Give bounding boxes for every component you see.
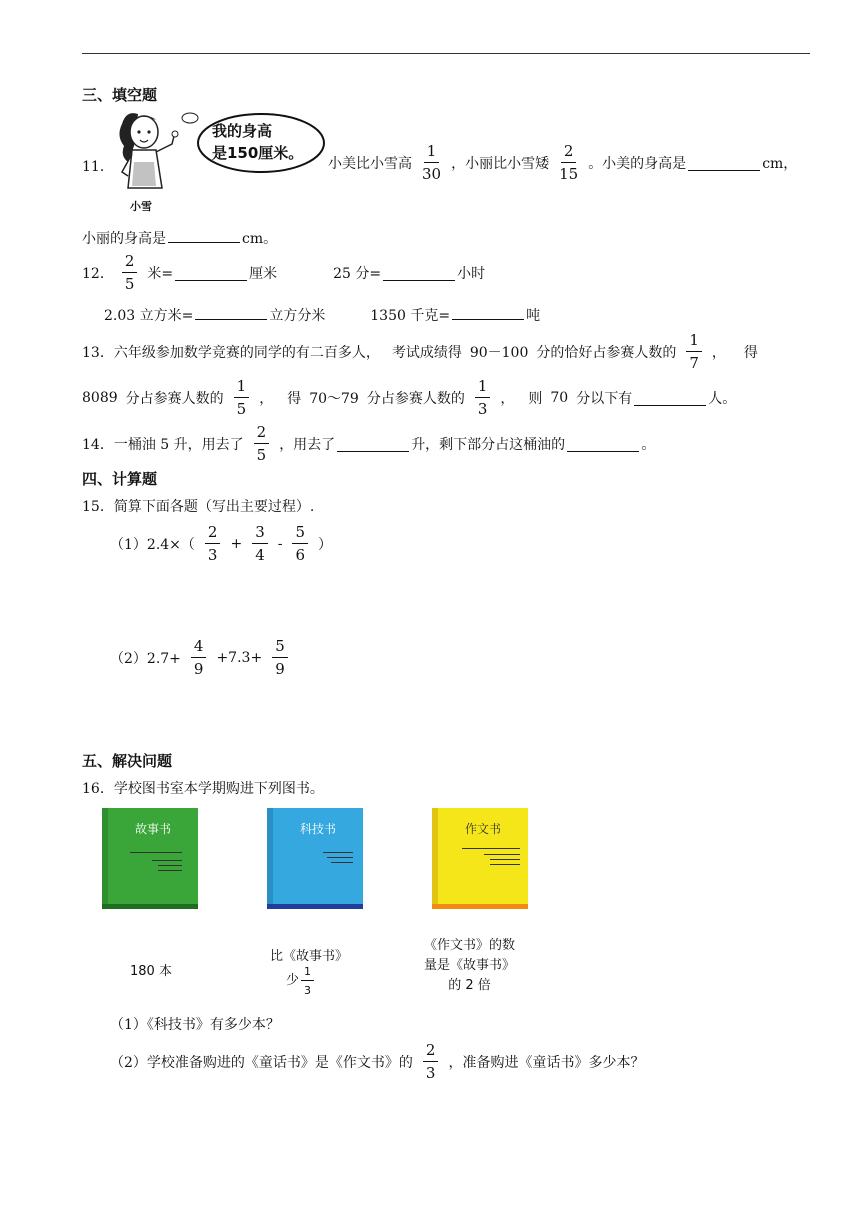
- q15-text: 简算下面各题（写出主要过程）.: [113, 499, 315, 515]
- q16-text: 学校图书室本学期购进下列图书。: [113, 781, 324, 797]
- caption-line: 《作文书》的数: [424, 938, 516, 953]
- book-story: [102, 808, 198, 908]
- q12-line-1: [82, 252, 485, 294]
- q12-text: 立方分米: [269, 308, 326, 324]
- q14-text: 一桶油 5 升，用去了: [113, 437, 244, 453]
- answer-blank[interactable]: [195, 305, 267, 320]
- denominator: 9: [193, 660, 204, 678]
- q13-text: 8089: [82, 390, 118, 406]
- fraction: [301, 966, 314, 996]
- numerator: 5: [272, 639, 288, 658]
- numerator: 2: [205, 525, 221, 544]
- book-bottom: [432, 904, 528, 909]
- numerator: 1: [686, 333, 702, 352]
- book-bottom: [267, 904, 363, 909]
- section-heading-calc: 四、计算题: [82, 470, 158, 488]
- fraction: [234, 379, 250, 417]
- fraction: [191, 639, 207, 677]
- q13-text: 考试成绩得: [391, 345, 462, 361]
- numerator: 1: [424, 144, 440, 163]
- numerator: 3: [252, 525, 268, 544]
- fraction: [272, 639, 288, 677]
- bubble-line-2: 是150厘米。: [212, 144, 304, 162]
- book-title: 故事书: [134, 822, 171, 836]
- header-rule: [82, 53, 810, 54]
- q11-text: cm，: [762, 156, 798, 172]
- caption-line: 的 2 倍: [448, 978, 491, 993]
- denominator: 30: [422, 165, 442, 183]
- operator: +7.3+: [216, 650, 263, 666]
- q12-text: 吨: [526, 308, 541, 324]
- q13-text: 人。: [708, 391, 737, 407]
- q16-number: 16．: [82, 781, 114, 797]
- q13-text: 分的恰好占参赛人数的: [536, 345, 677, 361]
- caption-composition: [424, 936, 515, 996]
- q11-text: cm。: [242, 231, 278, 247]
- numerator: 4: [191, 639, 207, 658]
- numerator: 2: [254, 425, 270, 444]
- book-title: 科技书: [299, 822, 336, 836]
- book-science: [267, 808, 363, 908]
- book-composition: [432, 808, 528, 908]
- q11-text: ，小丽比小雪矮: [451, 156, 550, 172]
- book-title: 作文书: [464, 822, 501, 836]
- denominator: 4: [255, 546, 265, 564]
- section-heading-solve: 五、解决问题: [82, 752, 173, 770]
- caption-text: 少: [286, 973, 300, 988]
- q13-line-1: [82, 330, 804, 374]
- denominator: 9: [275, 660, 285, 678]
- q13-text: 得: [743, 345, 758, 361]
- girl-name-label: 小雪: [130, 200, 152, 213]
- q11-line-2: [82, 228, 277, 248]
- q13-text: 分以下有: [576, 391, 633, 407]
- q13-text: 六年级参加数学竞赛的同学的有二百多人，: [113, 345, 380, 361]
- answer-blank[interactable]: [567, 437, 639, 452]
- fraction: [423, 1043, 439, 1081]
- q14-text: 。: [641, 437, 656, 453]
- q12-text: 厘米: [249, 266, 278, 282]
- q13-text: 70: [550, 390, 569, 406]
- q13-text: ，: [500, 391, 515, 407]
- numerator: 2: [561, 144, 577, 163]
- fraction: [205, 525, 221, 563]
- caption-story: 180 本: [130, 964, 172, 979]
- denominator: 15: [559, 165, 579, 183]
- fraction: [559, 144, 578, 182]
- girl-illustration: [108, 106, 200, 216]
- speech-bubble-text: [212, 120, 303, 164]
- caption-line: [270, 966, 348, 996]
- fraction: [475, 379, 491, 417]
- fraction: [122, 254, 138, 292]
- numerator: 2: [122, 254, 138, 273]
- denominator: 3: [207, 546, 218, 564]
- q12-text: 2.03 立方米=: [104, 308, 194, 324]
- answer-blank[interactable]: [452, 305, 524, 320]
- denominator: 3: [304, 984, 312, 997]
- q15-part-1: [110, 522, 332, 566]
- q12-line-2: [104, 305, 540, 325]
- numerator: 5: [292, 525, 308, 544]
- q16-text: ，准备购进《童话书》多少本？: [448, 1055, 645, 1071]
- q13-text: ，: [711, 345, 726, 361]
- q13-text: 70～79: [309, 391, 359, 407]
- answer-blank[interactable]: [383, 266, 455, 281]
- q12-text: 小时: [457, 266, 486, 282]
- q13-text: 得: [287, 391, 302, 407]
- denominator: 6: [295, 546, 306, 564]
- fraction: [252, 525, 268, 563]
- numerator: 1: [234, 379, 250, 398]
- q11-number: 11．: [82, 159, 114, 175]
- q13-text: 则: [528, 391, 543, 407]
- denominator: 3: [425, 1064, 436, 1082]
- q13-line-2: [82, 376, 736, 420]
- q11-text: 。小美的身高是: [588, 156, 687, 172]
- q11-text: 小丽的身高是: [82, 231, 166, 247]
- q13-text: 90－100: [469, 345, 529, 361]
- fraction: [422, 144, 441, 182]
- fraction: [254, 425, 270, 463]
- operator: -: [277, 536, 283, 552]
- denominator: 5: [236, 400, 247, 418]
- q16-stem: [82, 778, 324, 798]
- q15-p2-label: （2）2.7+: [110, 651, 181, 667]
- q15-p1-label: （1）2.4×（: [110, 537, 195, 553]
- q16-text: （2）学校准备购进的《童话书》是《作文书》的: [110, 1055, 413, 1071]
- q15-number: 15．: [82, 499, 114, 515]
- q14-line: [82, 422, 655, 466]
- answer-blank[interactable]: [337, 437, 409, 452]
- q11-text: 小美比小雪高: [328, 156, 412, 172]
- numerator: 2: [423, 1043, 439, 1062]
- book-bottom: [102, 904, 198, 909]
- q15-part-2: [110, 636, 298, 680]
- section-heading-fill: 三、填空题: [82, 86, 158, 104]
- caption-line: 比《故事书》: [270, 949, 349, 964]
- q13-text: ，: [259, 391, 274, 407]
- q12-text: 米=: [147, 266, 174, 282]
- operator: +: [230, 536, 243, 552]
- q13-text: 分占参赛人数的: [125, 391, 224, 407]
- q15-p1-end: ）: [318, 537, 333, 553]
- q12-text: 25 分=: [333, 266, 382, 282]
- q12-number: 12．: [82, 266, 114, 282]
- denominator: 5: [256, 446, 267, 464]
- q13-text: 分占参赛人数的: [366, 391, 465, 407]
- q13-number: 13．: [82, 345, 114, 361]
- bubble-line-1: 我的身高: [212, 122, 273, 140]
- q15-stem: [82, 496, 314, 516]
- numerator: 1: [301, 966, 314, 981]
- answer-blank[interactable]: [634, 391, 706, 406]
- answer-blank[interactable]: [168, 228, 240, 243]
- denominator: 3: [477, 400, 488, 418]
- caption-science: [270, 948, 348, 996]
- q11-line-1: [328, 140, 797, 186]
- denominator: 7: [689, 354, 699, 372]
- caption-line: 量是《故事书》: [424, 958, 516, 973]
- answer-blank[interactable]: [175, 266, 247, 281]
- q12-text: 1350 千克=: [370, 308, 451, 324]
- answer-blank[interactable]: [688, 156, 760, 171]
- q14-text: 升，剩下部分占这桶油的: [411, 437, 566, 453]
- numerator: 1: [475, 379, 491, 398]
- fraction: [292, 525, 308, 563]
- q16-part-1: （1）《科技书》有多少本？: [110, 1017, 280, 1033]
- q14-number: 14．: [82, 437, 114, 453]
- denominator: 5: [124, 275, 135, 293]
- q16-part-2: [110, 1040, 644, 1084]
- q14-text: ，用去了: [279, 437, 336, 453]
- fraction: [686, 333, 702, 371]
